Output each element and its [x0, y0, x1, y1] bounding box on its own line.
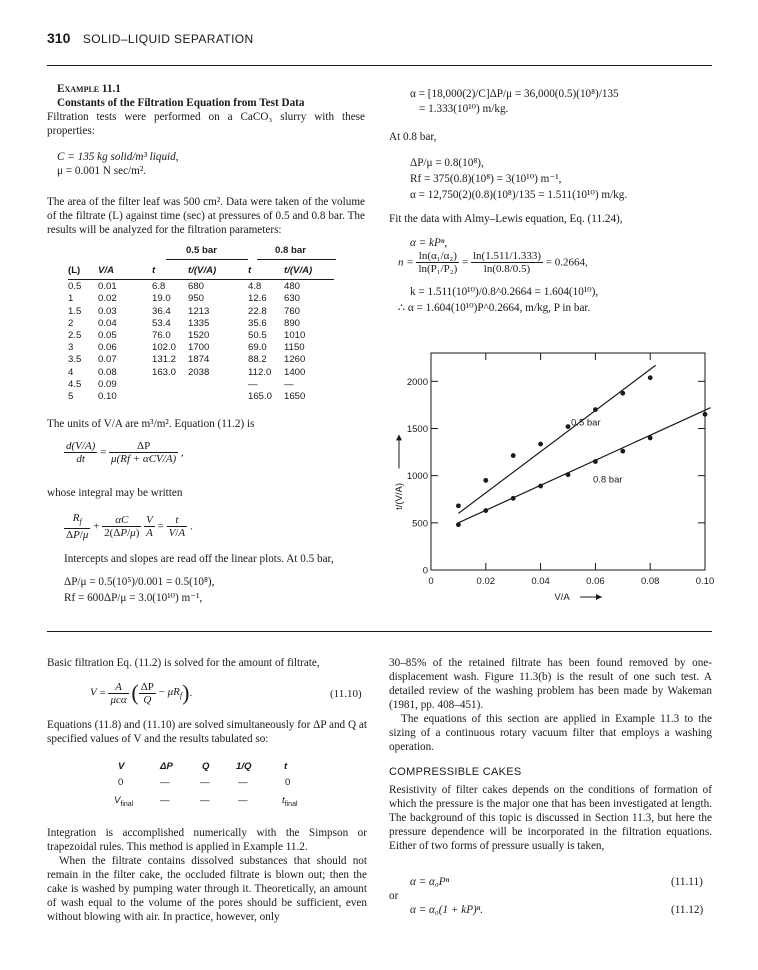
data-point-08bar — [538, 484, 543, 489]
rate-equation: $\frac{d(V/A)}{dt}$ = $\frac{\Delta P}{\text{μ(Rf + αCV/A)}}$ , — [66, 440, 184, 465]
y-tick-label: 0 — [422, 565, 428, 577]
col-header: (L) — [68, 265, 81, 276]
eq-11-10: V = $\frac{A}{\text{μcα}}$ ( $\frac{\Delta P}{Q}$ − $\mu R_f$). — [90, 680, 193, 706]
data-point-05bar — [566, 424, 571, 429]
table-cell: 0.09 — [98, 378, 117, 390]
table-cell: 3 — [68, 342, 74, 354]
alpha-05-line2: = 1.333(10¹⁰) m/kg. — [419, 103, 509, 115]
x-tick-label: 0.06 — [586, 576, 605, 587]
data-point-08bar — [648, 436, 653, 441]
data-point-08bar — [593, 459, 598, 464]
table-cell: 0.01 — [98, 281, 117, 293]
table-cell: 680 — [188, 281, 205, 293]
rate-lhs-den: dt — [76, 453, 85, 465]
table-cell: 0.07 — [98, 354, 117, 366]
col-header: t — [248, 265, 252, 276]
annotation-08bar: 0.8 bar — [592, 474, 623, 486]
table-cell: 131.2 — [152, 354, 177, 366]
table-row — [68, 281, 334, 293]
col-header: t/(V/A) — [284, 265, 313, 276]
plot-frame — [431, 353, 705, 570]
property-mu: μ = 0.001 N sec/m². — [57, 165, 146, 177]
or-word: or — [389, 890, 399, 902]
group-header-08bar: 0.8 bar — [275, 245, 306, 256]
bottom-right-p2: The equations of this section are applied in Example 11.3 to the sizing of a continuous rotary vacuum filter that employs a washing operation. — [389, 713, 712, 753]
example-left-continued — [47, 417, 365, 431]
data-point-08bar — [620, 449, 625, 454]
result-08-alpha: α = 12,750(2)(0.8)(10⁸)/135 = 1.511(10¹⁰) m/kg. — [410, 189, 628, 201]
table-cell: 0.5 — [68, 281, 82, 293]
table-row — [68, 379, 334, 391]
table-cell: 1874 — [188, 354, 210, 366]
filtration-plot — [389, 345, 715, 615]
small-cell: — — [238, 795, 248, 806]
table-cell: 102.0 — [152, 342, 177, 354]
table-cell: 1400 — [284, 366, 306, 378]
x-tick-label: 0.10 — [695, 576, 715, 587]
table-cell: 4 — [68, 366, 74, 378]
bottom-right-p3: Resistivity of filter cakes depends on the conditions of formation of which the pressure is the major one that has been investigated at length. The background of this topic is discussed in Section 11.3, but here the pressure dependence will be incorporated in the filtration equations. Either of two forms of pressure usually is taken, — [389, 784, 712, 852]
eq-1110-tag: (11.10) — [330, 688, 362, 700]
example-left-column — [47, 82, 365, 237]
frame-top-rule — [47, 65, 712, 66]
fit-line: Fit the data with Almy–Lewis equation, Eq. (11.24), — [389, 213, 623, 225]
table-cell: 0.04 — [98, 317, 117, 329]
table-cell: 1 — [68, 293, 74, 305]
simultaneous-table — [108, 761, 318, 809]
property-c: C = 135 kg solid/m³ liquid, — [57, 151, 179, 163]
table-cell — [146, 391, 188, 403]
y-tick-label: 1500 — [406, 423, 428, 435]
table-cell: 630 — [284, 293, 301, 305]
table-cell: 163.0 — [152, 366, 177, 378]
x-axis-label: V/A — [554, 592, 570, 603]
table-cell: 53.4 — [152, 317, 171, 329]
table-cell: 6.8 — [152, 281, 166, 293]
x-tick-label: 0.02 — [476, 576, 496, 587]
bottom-right-p1: 30–85% of the retained filtrate has been found removed by one-displacement wash. Figure 11.3(b) is the result of one such test. A detailed review of the washing problem has been made by Wakeman (1981, pp. 408–451). — [389, 657, 712, 711]
page-number: 310 — [47, 30, 71, 46]
small-cell: — — [200, 777, 210, 788]
y-tick-label: 2000 — [406, 376, 428, 388]
intercepts-line: Intercepts and slopes are read off the linear plots. At 0.5 bar, — [64, 553, 334, 565]
group-header-05bar: 0.5 bar — [186, 245, 217, 256]
table-cell: — — [284, 378, 294, 390]
small-cell: $V_{final}$ — [114, 795, 134, 808]
fit-line-05bar — [458, 365, 655, 513]
table-cell: 165.0 — [248, 391, 273, 403]
eq-1110-num: ΔP — [140, 680, 154, 693]
result-05-rf: Rf = 600ΔP/μ = 3.0(10¹⁰) m⁻¹, — [64, 592, 203, 604]
table-cell: 4.5 — [68, 378, 82, 390]
table-cell — [146, 379, 188, 391]
table-cell: 0.06 — [98, 342, 117, 354]
data-point-05bar — [593, 407, 598, 412]
table-cell: 1650 — [284, 391, 306, 403]
integral-line: whose integral may be written — [47, 487, 183, 499]
fit-n-f1-num: ln(α₁/α₂) — [416, 250, 459, 263]
y-tick-label: 1000 — [406, 471, 428, 483]
table-cell — [188, 379, 242, 391]
data-point-05bar — [456, 503, 461, 508]
table-row — [68, 367, 334, 379]
fit-n-prefix: n = — [398, 256, 414, 269]
small-col-header: ΔP — [160, 761, 173, 772]
small-col-header: Q — [202, 761, 210, 772]
table-cell: 0.10 — [98, 391, 117, 403]
data-table-block — [68, 245, 334, 403]
table-cell: 5 — [68, 391, 74, 403]
table-cell: 760 — [284, 305, 301, 317]
fit-n-equation: n = $\frac{\text{ln(α₁/α₂)}}{\text{ln(P₁/P₂)}}$ = $\frac{\ln(1.511/1.333)}{\ln(0.8/0.5)}$ = 0.2664, — [398, 250, 588, 275]
small-col-header: V — [118, 761, 125, 772]
filtration-data-table — [68, 265, 334, 403]
table-row — [68, 330, 334, 342]
eq-11-11: α = α₀Pⁿ — [410, 876, 450, 888]
data-point-05bar — [648, 375, 653, 380]
table-cell: 1213 — [188, 305, 210, 317]
table-row — [68, 293, 334, 305]
fit-k: k = 1.511(10¹⁰)/0.8^0.2664 = 1.604(10¹⁰), — [410, 286, 599, 298]
small-cell: — — [238, 777, 248, 788]
table-cell: 19.0 — [152, 293, 171, 305]
data-point-08bar — [483, 508, 488, 513]
table-cell: 1150 — [284, 342, 305, 354]
table-cell: 36.4 — [152, 305, 171, 317]
alpha-05-line1: α = [18,000(2)/C]ΔP/μ = 36,000(0.5)(10⁸)/135 — [410, 88, 619, 100]
table-row — [68, 391, 334, 403]
small-col-header: t — [284, 761, 288, 772]
table-cell: 1260 — [284, 354, 306, 366]
example-title: Constants of the Filtration Equation from Test Data — [57, 97, 305, 109]
eq-11-11-tag: (11.11) — [671, 876, 703, 888]
result-05-dp: ΔP/μ = 0.5(10⁵)/0.001 = 0.5(10⁸), — [64, 576, 215, 588]
table-cell: 1520 — [188, 330, 210, 342]
table-cell: 35.6 — [248, 317, 267, 329]
col-header: V/A — [98, 265, 114, 276]
data-point-05bar — [620, 391, 625, 396]
rate-rhs-den: μ(Rf + αCV/A) — [111, 453, 177, 465]
table-cell: 3.5 — [68, 354, 82, 366]
frame-bottom-rule — [47, 631, 712, 632]
rate-lhs-num: d(V/A) — [66, 440, 96, 452]
table-cell: 50.5 — [248, 330, 267, 342]
example-intro: Filtration tests were performed on a CaCO₃ slurry with these properties: — [47, 111, 365, 137]
table-cell: 112.0 — [248, 366, 272, 378]
small-cell: $t_{final}$ — [282, 795, 298, 808]
table-row — [68, 354, 334, 366]
table-cell: 69.0 — [248, 342, 267, 354]
table-cell: 2038 — [188, 366, 210, 378]
y-axis-label: t/(V/A) — [394, 482, 405, 510]
eq-1110-den: Q — [143, 693, 152, 706]
table-cell: 76.0 — [152, 330, 171, 342]
table-cell: 0.05 — [98, 330, 117, 342]
table-cell: 1010 — [284, 330, 306, 342]
table-cell — [188, 391, 242, 403]
fit-alpha-kpn: α = kPⁿ, — [410, 237, 448, 249]
data-point-05bar — [538, 442, 543, 447]
at-08-bar: At 0.8 bar, — [389, 131, 437, 143]
page-header — [47, 30, 254, 48]
small-cell: — — [200, 795, 210, 806]
section-heading-compressible: COMPRESSIBLE CAKES — [389, 766, 522, 778]
x-axis-arrowhead — [596, 594, 602, 600]
result-08-dp: ΔP/μ = 0.8(10⁸), — [410, 157, 484, 169]
fit-alpha-final: ∴ α = 1.604(10¹⁰)P^0.2664, m/kg, P in bar. — [398, 302, 591, 314]
running-title: SOLID–LIQUID SEPARATION — [82, 32, 254, 46]
fit-n-f2-num: ln(1.511/1.333) — [473, 250, 542, 262]
table-cell: 0.03 — [98, 305, 117, 317]
example-label: Example 11.1 — [57, 83, 121, 95]
data-point-08bar — [703, 412, 708, 417]
data-point-08bar — [456, 522, 461, 527]
integrated-equation: $\frac{R_f}{\Delta P/\mu}$ + $\frac{\alpha C}{2(\Delta P/\mu)}$ $\frac{V}{A}$ = $\frac{t}{V/A}$ . — [66, 512, 193, 542]
example-para2: The area of the filter leaf was 500 cm². Data were taken of the volume of the filtrate (L) against time (sec) at pressures of 0.5 and 0.8 bar. The results will be analyzed for the filtration parameters: — [47, 196, 365, 236]
eq-11-12: α = α₀(1 + kP)ⁿ. — [410, 904, 484, 916]
table-cell: 4.8 — [248, 281, 262, 293]
bottom-left-p2: Equations (11.8) and (11.10) are solved simultaneously for ΔP and Q at specified values of V and the results tabulated so: — [47, 719, 367, 745]
table-cell: 0.02 — [98, 293, 117, 305]
x-tick-label: 0.08 — [640, 576, 660, 587]
units-line: The units of V/A are m³/m². Equation (11.2) is — [47, 418, 255, 430]
table-cell: 22.8 — [248, 305, 267, 317]
y-tick-label: 500 — [412, 518, 428, 530]
col-header: t/(V/A) — [188, 265, 217, 276]
bottom-left-p1: Basic filtration Eq. (11.2) is solved for the amount of filtrate, — [47, 657, 320, 669]
data-point-05bar — [511, 453, 516, 458]
table-cell: 480 — [284, 281, 301, 293]
annotation-05bar: 0.5 bar — [571, 417, 601, 429]
fit-n-result: = 0.2664, — [545, 256, 588, 269]
small-cell: — — [160, 777, 170, 788]
col-header: t — [152, 265, 156, 276]
data-point-05bar — [483, 478, 488, 483]
table-cell: — — [248, 378, 258, 390]
table-header-row — [68, 265, 334, 277]
eq-11-12-tag: (11.12) — [671, 904, 704, 916]
table-cell: 2 — [68, 317, 74, 329]
rate-rhs-num: ΔP — [109, 440, 178, 453]
data-point-08bar — [511, 496, 516, 501]
table-cell: 2.5 — [68, 330, 82, 342]
table-cell: 1700 — [188, 342, 210, 354]
table-row — [68, 306, 334, 318]
table-cell: 950 — [188, 293, 205, 305]
table-row — [68, 318, 334, 330]
small-cell: 0 — [285, 777, 291, 788]
bottom-left-p3: Integration is accomplished numerically with the Simpson or trapezoidal rules. This method is applied in Example 11.2. — [47, 827, 367, 853]
table-cell: 1.5 — [68, 305, 82, 317]
small-col-header: 1/Q — [236, 761, 252, 772]
fit-n-f2-den: ln(0.8/0.5) — [483, 263, 531, 275]
y-axis-arrowhead — [396, 434, 402, 440]
x-tick-label: 0 — [428, 576, 434, 587]
table-cell: 12.6 — [248, 293, 267, 305]
table-cell: 0.08 — [98, 366, 117, 378]
result-08-rf: Rf = 375(0.8)(10⁸) = 3(10¹⁰) m⁻¹, — [410, 173, 562, 185]
table-cell: 1335 — [188, 317, 210, 329]
small-cell: — — [160, 795, 170, 806]
bottom-left-p4: When the filtrate contains dissolved substances that should not remain in the filter cake, the occluded filtrate is blown out; then the cake is washed by pumping water through it. Theoretically, an amount of wash equal to the volume of the pores should be sufficient, even without blowing with air. In practice, however, only — [47, 855, 367, 923]
table-cell: 890 — [284, 317, 301, 329]
x-tick-label: 0.04 — [531, 576, 550, 587]
small-cell: 0 — [118, 777, 124, 788]
table-cell: 88.2 — [248, 354, 267, 366]
fit-n-f1-den: ln(P₁/P₂) — [418, 263, 458, 275]
table-row — [68, 342, 334, 354]
data-point-08bar — [566, 472, 571, 477]
